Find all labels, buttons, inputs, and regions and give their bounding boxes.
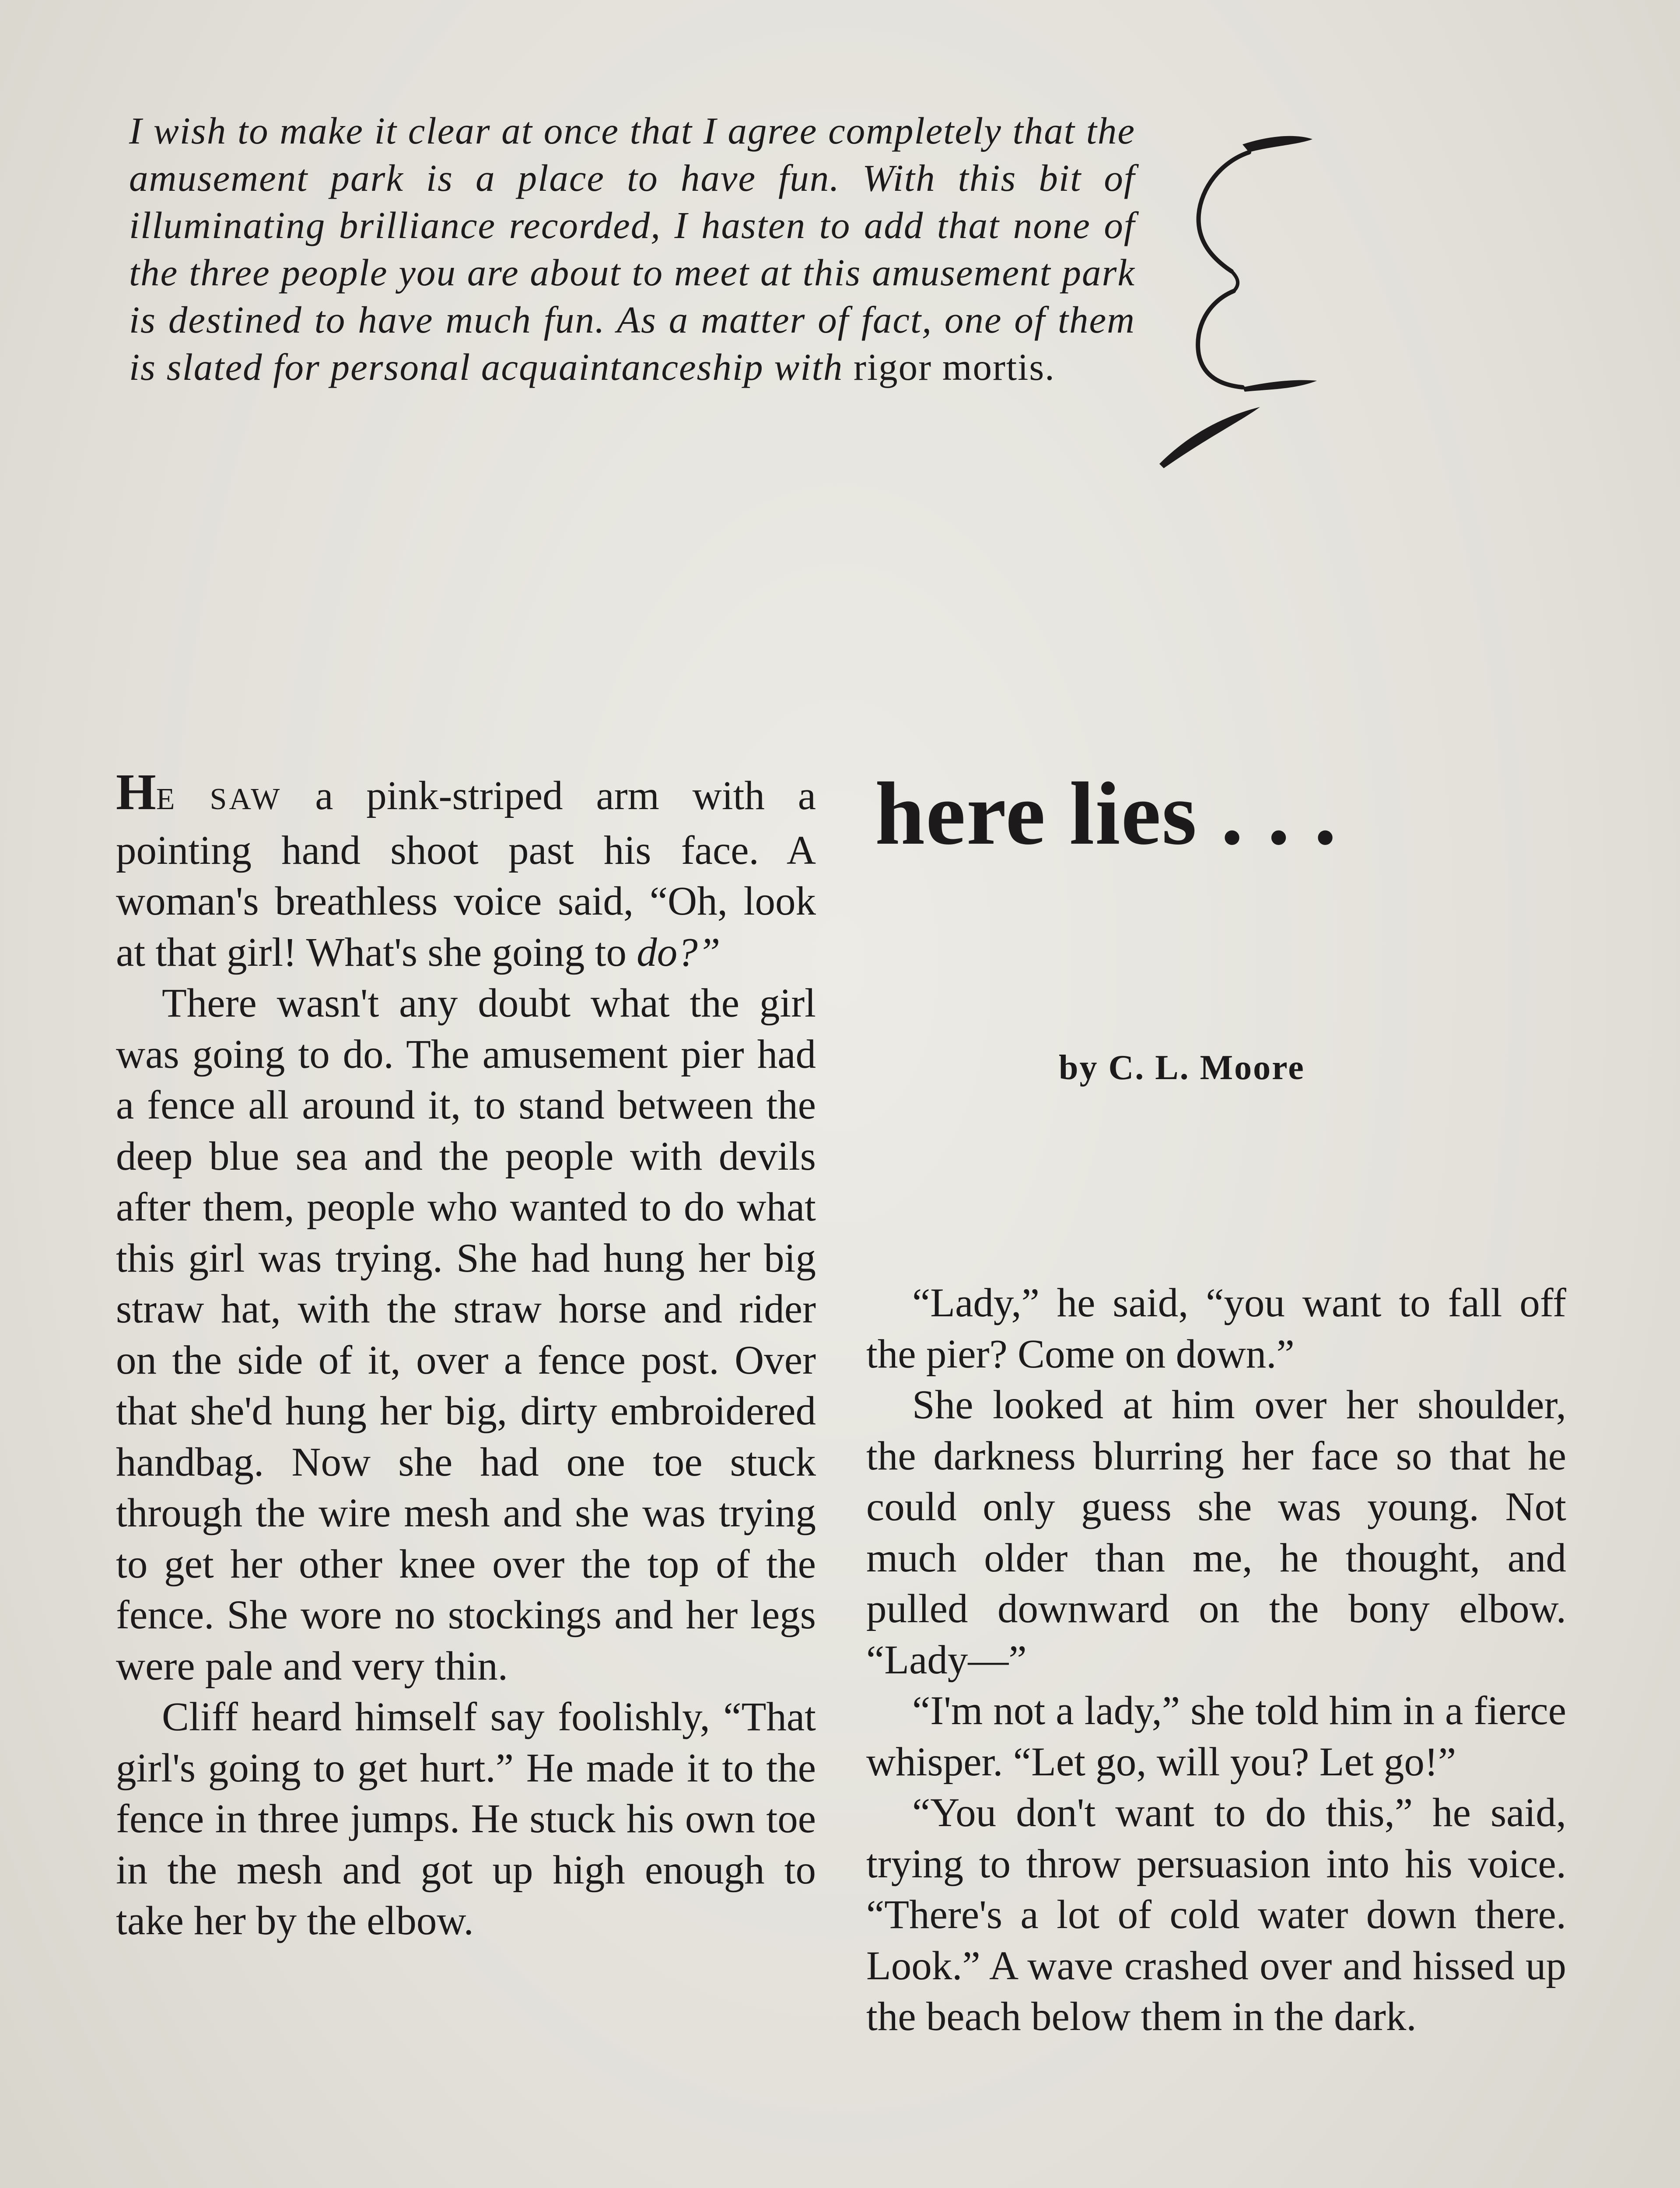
drop-cap: H: [116, 763, 156, 820]
decorative-ornament-icon: [1155, 127, 1348, 477]
story-paragraph: She looked at him over her shoulder, the darkness blurring her face so that he could only guess she was young. Not much older than me, he thought, and pulled downward on the bony elbow. “Lady—”: [866, 1382, 1566, 1683]
intro-paragraph: [129, 107, 1135, 391]
story-paragraph: There wasn't any doubt what the girl was going to do. The amusement pier had a fence all around it, to stand between the deep blue sea and the people with devils after them, people who wanted to do what this girl was trying. She had hung her big straw hat, with the straw horse and rider on the side of it, over a fence post. Over that she'd hung her big, dirty embroidered handbag. Now she had one toe stuck through the wire mesh and she was trying to get her other knee over the top of the fence. She wore no stockings and her legs were pale and very thin.: [116, 981, 816, 1689]
italic-emphasis: do?”: [637, 929, 721, 975]
paragraph-text: a pink-striped arm with a pointing hand shoot past his face. A woman's breathless voice said, “Oh, look at that girl! What's she going to: [116, 773, 816, 975]
story-column-right: [866, 1278, 1566, 2043]
story-paragraph: Cliff heard himself say foolishly, “That girl's going to get hurt.” He made it to the fence in three jumps. He stuck his own toe in the mesh and got up high enough to take her by the elbow.: [116, 1694, 816, 1943]
story-title: here lies . . .: [875, 764, 1337, 863]
story-paragraph: [116, 763, 816, 978]
story-paragraph: “Lady,” he said, “you want to fall off the pier? Come on down.”: [866, 1280, 1566, 1377]
intro-italic-text: I wish to make it clear at once that I agree completely that the amusement park is a place to have fun. With this bit of illuminating brilliance recorded, I hasten to add that none of the three people you are about to meet at this amusement park is destined to have much fun. As a matter of fact, one of them is slated for personal acquaintanceship with: [129, 109, 1135, 388]
byline: by C. L. Moore: [1059, 1048, 1305, 1087]
story-paragraph: “You don't want to do this,” he said, trying to throw persuasion into his voice. “There's a lot of cold water down there. Look.” A wave crashed over and hissed up the beach below them in the dark.: [866, 1790, 1566, 2039]
story-paragraph: “I'm not a lady,” she told him in a fierce whisper. “Let go, will you? Let go!”: [866, 1688, 1566, 1785]
small-caps-opening: E SAW: [156, 782, 282, 816]
intro-roman-tail: rigor mortis.: [853, 346, 1055, 388]
story-column-left: [116, 763, 816, 1947]
